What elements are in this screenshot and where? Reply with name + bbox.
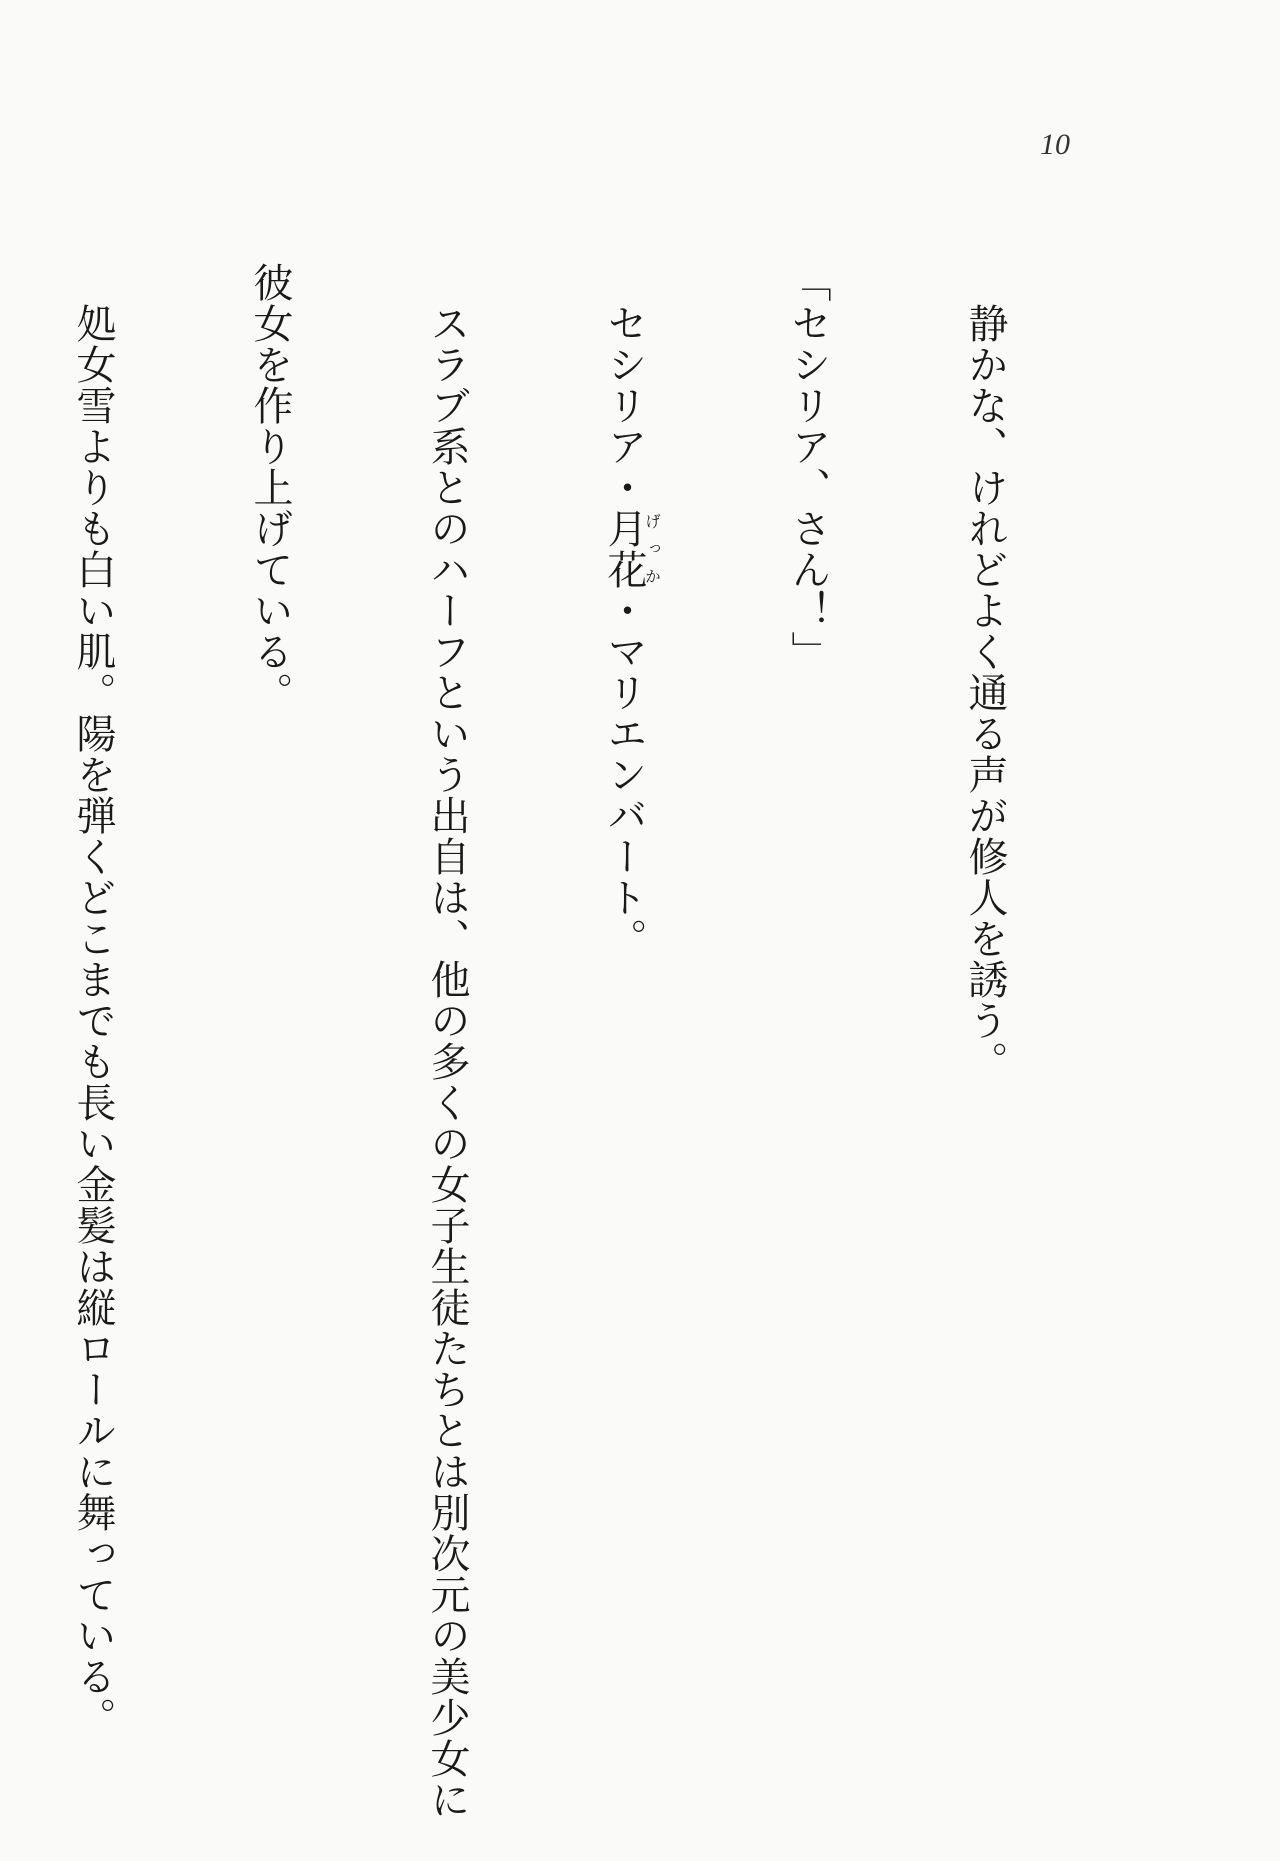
page-number: 10	[1040, 128, 1070, 161]
ruby-base: 月花	[601, 508, 647, 590]
ruby-reading: げっか	[642, 508, 662, 590]
text-line: スラブ系とのハーフという出自は、他の多くの女子生徒たちとは別次元の美少女に	[424, 262, 470, 1820]
text-line: 静かな、けれどよく通る声が修人を誘う。	[962, 262, 1008, 1082]
text-line: 処女雪よりも白い肌。陽を弾くどこまでも長い金髪は縦ロールに舞っている。	[70, 262, 116, 1738]
text-segment: セシリア・	[601, 262, 647, 508]
text-segment: ・マリエンバート。	[601, 590, 647, 959]
body-text	[0, 262, 1132, 1820]
text-line: 「セシリア、さん！」	[785, 262, 831, 672]
text-line: 彼女を作り上げている。	[247, 262, 293, 713]
furigana-ruby	[601, 508, 662, 590]
text-line-with-furigana	[594, 262, 660, 1682]
